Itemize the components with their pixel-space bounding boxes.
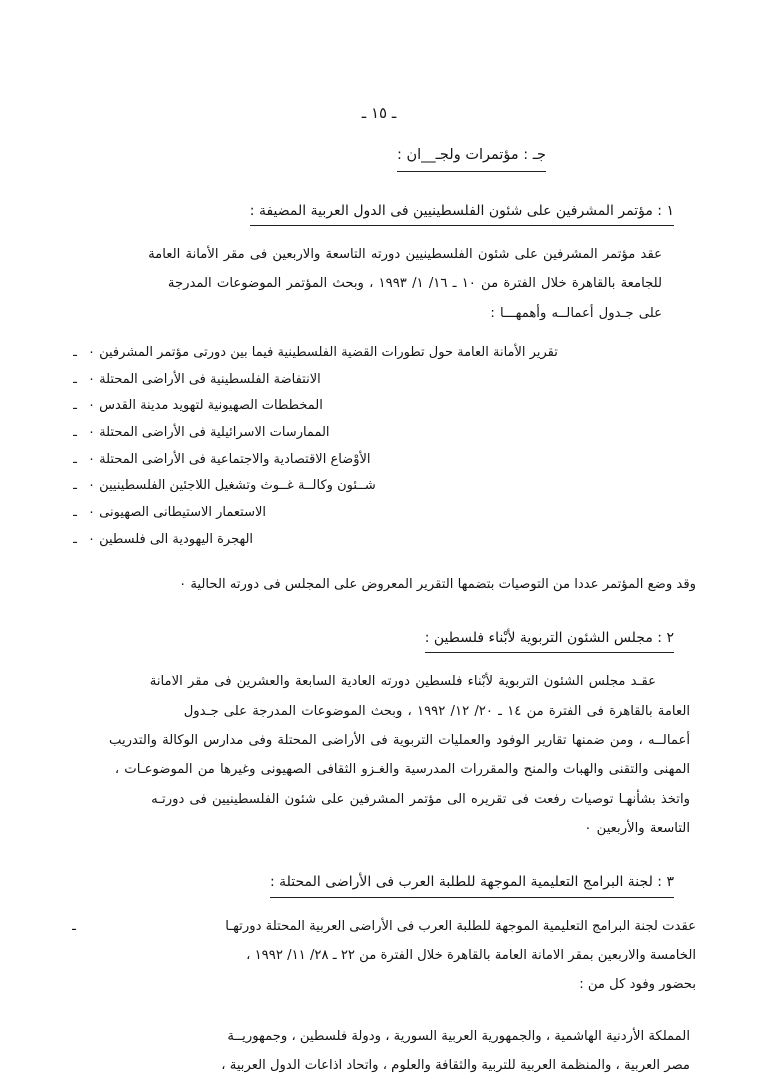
- list-item: [62, 420, 652, 447]
- section-3-attendees-line-2: مصر العربية ، والمنظمة العربية للتربية والثقافة والعلوم ، واتحاد اذاعات الدول العربية ،: [221, 1058, 690, 1074]
- dash-bullet-icon: ـ: [72, 918, 76, 934]
- heading-section-3: [62, 869, 674, 898]
- dash-bullet-icon: ـ: [73, 478, 77, 494]
- section-1-items-list: [62, 340, 696, 553]
- section-2-line-4: المهنى والتقنى والهبات والمنح والمقررات المدرسية والغـزو الثقافى الصهيونى وغيرها من الموضوعـات ،: [114, 762, 690, 778]
- list-item: [62, 447, 670, 474]
- list-item-label: المخططات الصهيونية لتهويد مدينة القدس ٠: [88, 398, 323, 414]
- section-2-line-2: العامة بالقاهرة فى الفترة من ١٤ ـ ٢٠/ ١٢/ ١٩٩٢ ، وبحث الموضوعات المدرجة على جـدول: [183, 703, 690, 719]
- list-item-label: الهجرة اليهودية الى فلسطين ٠: [88, 531, 254, 547]
- heading-section-1-text: ١ : مؤتمر المشرفين على شئون الفلسطينيين فى الدول العربية المضيفة :: [250, 198, 674, 227]
- section-3-item-body: [86, 912, 696, 1000]
- section-3-line-1: عقدت لجنة البرامج التعليمية الموجهة للطلبة العرب فى الأراضى العربية المحتلة دورتهـا: [225, 918, 696, 934]
- dash-bullet-icon: ـ: [73, 398, 77, 414]
- list-item-label: شــئون وكالــة غــوث وتشغيل اللاجئين الفلسطينيين ٠: [88, 478, 376, 494]
- section-3-line-2: الخامسة والاربعين بمقر الامانة العامة بالقاهرة خلال الفترة من ٢٢ ـ ٢٨/ ١١/ ١٩٩٢ ،: [246, 948, 696, 964]
- list-item-label: الاستعمار الاستيطانى الصهيونى ٠: [88, 504, 267, 520]
- section-2-line-3: أعمالــه ، ومن ضمنها تقارير الوفود والعمليات التربوية فى الأراضى المحتلة وفى مدارس الوكالة والتدريب: [109, 733, 690, 749]
- section-2-line-5: واتخذ بشأنهـا توصيات رفعت فى تقريره الى مؤتمر المشرفين على شئون الفلسطينيين فى دورتـه: [151, 791, 690, 807]
- dash-bullet-icon: ـ: [73, 451, 77, 467]
- list-item: [62, 340, 696, 367]
- dash-bullet-icon: ـ: [73, 504, 77, 520]
- section-1-paragraph-line-2: للجامعة بالقاهرة خلال الفترة من ١٠ ـ ١٦/ ١/ ١٩٩٣ ، وبحث المؤتمر الموضوعات المدرجة: [167, 276, 662, 292]
- list-item: [62, 473, 652, 500]
- section-2-line-6: التاسعة والأربعين ٠: [584, 820, 690, 836]
- section-2-line-1: عقـد مجلس الشئون التربوية لأبْناء فلسطين دورته العادية السابعة والعشرين فى مقر الامانة: [149, 674, 656, 690]
- heading-section-2: [62, 625, 674, 654]
- heading-conferences-committees: [62, 142, 546, 172]
- heading-conferences-committees-text: جـ : مؤتمرات ولجـ__ان :: [397, 142, 546, 172]
- list-item: [62, 393, 652, 420]
- list-item-label: الممارسات الاسرائيلية فى الأراضى المحتلة ٠: [88, 424, 330, 440]
- dash-bullet-icon: ـ: [73, 424, 77, 440]
- section-1-closing-paragraph: وقد وضع المؤتمر عددا من التوصيات بتضمها التقرير المعروض على المجلس فى دورته الحالية ٠: [179, 577, 696, 593]
- document-body: [62, 138, 696, 1080]
- dash-bullet-icon: ـ: [73, 531, 77, 547]
- section-1-paragraph-line-1: عقد مؤتمر المشرفين على شئون الفلسطينيين دورته التاسعة والاربعين فى مقر الأمانة العامة: [148, 247, 662, 263]
- section-2-paragraph: [68, 667, 690, 843]
- heading-section-2-text: ٢ : مجلس الشئون التربوية لأبْناء فلسطين :: [425, 625, 674, 654]
- list-item: [62, 500, 592, 527]
- section-1-paragraph-line-3: على جـدول أعمالــه وأهمهـــا :: [490, 305, 662, 321]
- list-item: [62, 527, 580, 554]
- list-item-label: الأوْضاع الاقتصادية والاجتماعية فى الأراضى المحتلة ٠: [88, 451, 371, 467]
- page-number: ـ ١٥ ـ: [361, 104, 397, 122]
- section-3-item: [62, 912, 696, 1000]
- heading-section-1: [62, 198, 674, 227]
- section-3-line-3: بحضور وفود كل من :: [579, 977, 696, 993]
- dash-bullet-icon: ـ: [73, 345, 77, 361]
- list-item-label: تقرير الأمانة العامة حول تطورات القضية الفلسطينية فيما بين دورتى مؤتمر المشرفين ٠: [88, 345, 558, 361]
- section-3-attendees: [62, 1022, 690, 1080]
- list-item: [62, 367, 670, 394]
- list-item-label: الانتفاضة الفلسطينية فى الأراضى المحتلة ٠: [88, 371, 321, 387]
- section-3-attendees-line-1: المملكة الأردنية الهاشمية ، والجمهورية العربية السورية ، ودولة فلسطين ، وجمهوريــة: [227, 1028, 690, 1044]
- dash-bullet-icon: ـ: [73, 371, 77, 387]
- heading-section-3-text: ٣ : لجنة البرامج التعليمية الموجهة للطلبة العرب فى الأراضى المحتلة :: [270, 869, 674, 898]
- section-1-paragraph: [62, 240, 696, 328]
